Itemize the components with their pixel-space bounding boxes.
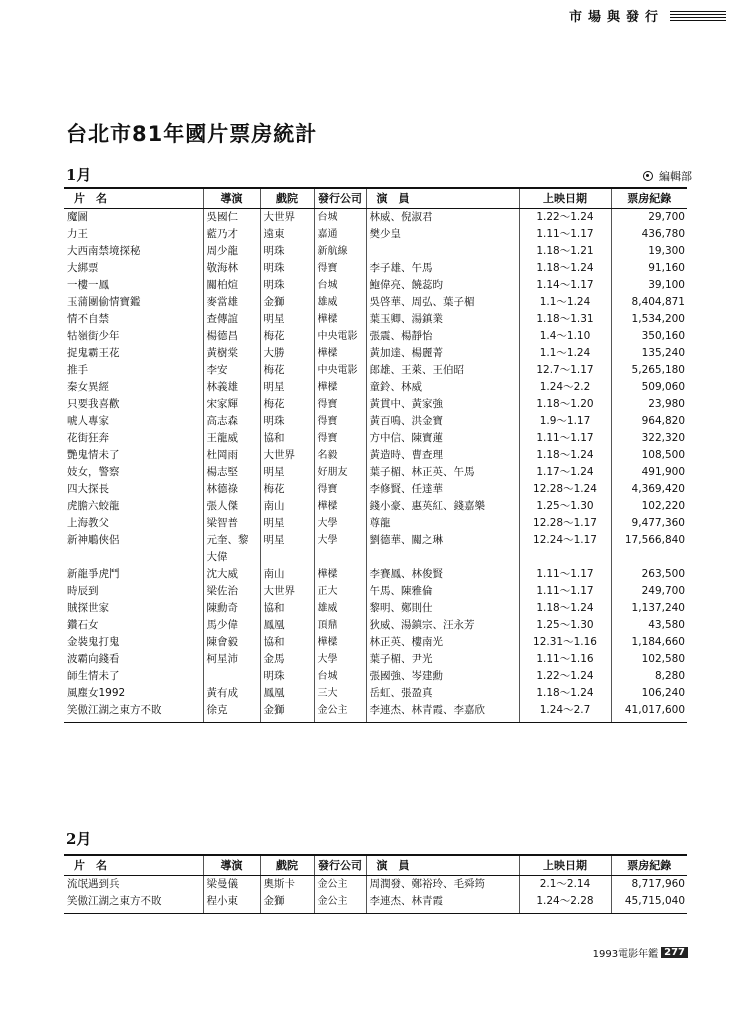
theater-cell: 金獅 xyxy=(260,294,314,311)
header-dates: 上映日期 xyxy=(519,188,611,208)
cast-cell: 葉子楣、尹光 xyxy=(366,651,519,668)
box-office-gross-cell: 350,160 xyxy=(611,328,687,345)
month-label-february: 2月 xyxy=(66,830,92,848)
theater-cell: 奧斯卡 xyxy=(260,875,314,893)
theater-cell: 大世界 xyxy=(260,583,314,600)
release-dates-cell: 12.31～1.16 xyxy=(519,634,611,651)
release-dates-cell: 1.17～1.24 xyxy=(519,464,611,481)
film-title-cell: 花街狂奔 xyxy=(67,431,109,444)
box-office-gross-cell: 29,700 xyxy=(611,208,687,226)
distributor-cell: 金公主 xyxy=(314,893,366,914)
release-dates-cell: 1.22～1.24 xyxy=(519,208,611,226)
director-cell: 查傳誼 xyxy=(203,311,260,328)
box-office-table-february xyxy=(64,854,687,914)
film-title-cell: 波霸向錢看 xyxy=(67,652,120,665)
director-cell: 楊德昌 xyxy=(203,328,260,345)
box-office-gross-cell: 45,715,040 xyxy=(611,893,687,914)
film-title-cell: 鑽石女 xyxy=(67,618,99,631)
box-office-gross-cell: 436,780 xyxy=(611,226,687,243)
release-dates-cell: 12.7～1.17 xyxy=(519,362,611,379)
release-dates-cell: 1.25～1.30 xyxy=(519,617,611,634)
theater-cell: 明珠 xyxy=(260,243,314,260)
box-office-table-january xyxy=(64,187,687,723)
box-office-gross-cell: 8,717,960 xyxy=(611,875,687,893)
table-row xyxy=(64,294,687,311)
theater-cell: 協和 xyxy=(260,634,314,651)
director-cell xyxy=(203,668,260,685)
header-cast: 演 員 xyxy=(366,855,519,875)
table-row xyxy=(64,702,687,723)
box-office-gross-cell: 263,500 xyxy=(611,566,687,583)
editor-credit xyxy=(643,168,692,184)
distributor-cell: 三大 xyxy=(314,685,366,702)
director-cell: 周少龍 xyxy=(203,243,260,260)
table-row xyxy=(64,566,687,583)
box-office-gross-cell: 9,477,360 xyxy=(611,515,687,532)
cast-cell: 午馬、陳雅倫 xyxy=(366,583,519,600)
director-cell: 杜岡雨 xyxy=(203,447,260,464)
theater-cell: 金獅 xyxy=(260,702,314,723)
film-title-cell: 秦女異經 xyxy=(67,380,109,393)
header-distributor: 發行公司 xyxy=(314,188,366,208)
director-cell: 林義雄 xyxy=(203,379,260,396)
theater-cell: 協和 xyxy=(260,600,314,617)
cast-cell: 李賽鳳、林俊賢 xyxy=(366,566,519,583)
distributor-cell: 樺樑 xyxy=(314,311,366,328)
director-cell: 陳勳奇 xyxy=(203,600,260,617)
director-cell: 元奎、黎大偉 xyxy=(203,532,260,566)
cast-cell: 鮑偉亮、饒蕊昀 xyxy=(366,277,519,294)
theater-cell: 明星 xyxy=(260,532,314,566)
table-row xyxy=(64,532,687,566)
film-title-cell: 大西南禁境探秘 xyxy=(67,244,141,257)
running-head-rule xyxy=(670,11,726,21)
distributor-cell: 樺樑 xyxy=(314,566,366,583)
director-cell: 梁佐治 xyxy=(203,583,260,600)
theater-cell: 金獅 xyxy=(260,893,314,914)
theater-cell: 遠東 xyxy=(260,226,314,243)
cast-cell: 林威、倪淑君 xyxy=(366,208,519,226)
film-title-cell: 一樓一鳳 xyxy=(67,278,109,291)
distributor-cell: 嘉通 xyxy=(314,226,366,243)
box-office-gross-cell: 4,369,420 xyxy=(611,481,687,498)
cast-cell: 劉德華、關之琳 xyxy=(366,532,519,566)
distributor-cell: 金公主 xyxy=(314,702,366,723)
header-title: 片 名 xyxy=(64,188,203,208)
film-title-cell: 師生情未了 xyxy=(67,669,120,682)
table-header-row xyxy=(64,188,687,208)
theater-cell: 梅花 xyxy=(260,396,314,413)
theater-cell: 大勝 xyxy=(260,345,314,362)
distributor-cell: 樺樑 xyxy=(314,379,366,396)
table-row xyxy=(64,600,687,617)
director-cell: 麥當雄 xyxy=(203,294,260,311)
release-dates-cell: 1.4～1.10 xyxy=(519,328,611,345)
film-title-cell: 虎膽六蛟龍 xyxy=(67,499,120,512)
table-row xyxy=(64,379,687,396)
film-title-cell: 上海教父 xyxy=(67,516,109,529)
box-office-gross-cell: 5,265,180 xyxy=(611,362,687,379)
release-dates-cell: 1.11～1.17 xyxy=(519,430,611,447)
cast-cell: 童鈴、林威 xyxy=(366,379,519,396)
box-office-gross-cell: 106,240 xyxy=(611,685,687,702)
director-cell: 關柏煊 xyxy=(203,277,260,294)
footer-book-title: 1993電影年鑑 xyxy=(592,949,659,960)
box-office-gross-cell: 1,534,200 xyxy=(611,311,687,328)
header-gross: 票房紀錄 xyxy=(611,855,687,875)
page-footer xyxy=(593,945,688,960)
release-dates-cell: 1.1～1.24 xyxy=(519,345,611,362)
cast-cell: 郎雄、王萊、王伯昭 xyxy=(366,362,519,379)
box-office-gross-cell: 41,017,600 xyxy=(611,702,687,723)
director-cell: 陳會毅 xyxy=(203,634,260,651)
release-dates-cell: 2.1～2.14 xyxy=(519,875,611,893)
table-row xyxy=(64,583,687,600)
theater-cell: 明星 xyxy=(260,311,314,328)
distributor-cell: 名毅 xyxy=(314,447,366,464)
film-title-cell: 牯嶺街少年 xyxy=(67,329,120,342)
cast-cell: 岳虹、張盈真 xyxy=(366,685,519,702)
director-cell: 程小東 xyxy=(203,893,260,914)
director-cell: 藍乃才 xyxy=(203,226,260,243)
table-row xyxy=(64,311,687,328)
table-row xyxy=(64,413,687,430)
director-cell: 徐克 xyxy=(203,702,260,723)
box-office-gross-cell: 1,184,660 xyxy=(611,634,687,651)
release-dates-cell: 1.11～1.16 xyxy=(519,651,611,668)
cast-cell: 方中信、陳寶蓮 xyxy=(366,430,519,447)
distributor-cell: 樺樑 xyxy=(314,634,366,651)
header-title: 片 名 xyxy=(64,855,203,875)
distributor-cell: 頂鼎 xyxy=(314,617,366,634)
director-cell: 王龍威 xyxy=(203,430,260,447)
theater-cell: 金馬 xyxy=(260,651,314,668)
film-title-cell: 情不自禁 xyxy=(67,312,109,325)
release-dates-cell: 1.24～2.7 xyxy=(519,702,611,723)
release-dates-cell: 1.18～1.24 xyxy=(519,447,611,464)
table-row xyxy=(64,634,687,651)
cast-cell: 錢小豪、惠英紅、錢嘉樂 xyxy=(366,498,519,515)
release-dates-cell: 1.18～1.24 xyxy=(519,685,611,702)
distributor-cell: 中央電影 xyxy=(314,362,366,379)
box-office-gross-cell: 23,980 xyxy=(611,396,687,413)
cast-cell: 黃加達、楊麗菁 xyxy=(366,345,519,362)
theater-cell: 南山 xyxy=(260,566,314,583)
cast-cell: 黎明、鄭則仕 xyxy=(366,600,519,617)
cast-cell: 葉子楣、林正英、午馬 xyxy=(366,464,519,481)
box-office-gross-cell: 1,137,240 xyxy=(611,600,687,617)
release-dates-cell: 1.22～1.24 xyxy=(519,668,611,685)
release-dates-cell: 1.18～1.20 xyxy=(519,396,611,413)
table-row xyxy=(64,893,687,914)
film-title-cell: 大綁票 xyxy=(67,261,99,274)
distributor-cell: 得寶 xyxy=(314,260,366,277)
box-office-gross-cell: 964,820 xyxy=(611,413,687,430)
table-row xyxy=(64,875,687,893)
distributor-cell: 金公主 xyxy=(314,875,366,893)
film-title-cell: 只要我喜歡 xyxy=(67,397,120,410)
film-title-cell: 笑傲江湖之東方不敗 xyxy=(64,702,203,723)
distributor-cell: 樺樑 xyxy=(314,345,366,362)
page-title: 台北市81年國片票房統計 xyxy=(66,122,318,146)
month-label-january: 1月 xyxy=(66,166,92,184)
theater-cell: 梅花 xyxy=(260,328,314,345)
cast-cell: 樊少皇 xyxy=(366,226,519,243)
director-cell: 黃有成 xyxy=(203,685,260,702)
table-row xyxy=(64,277,687,294)
table-row xyxy=(64,362,687,379)
distributor-cell: 正大 xyxy=(314,583,366,600)
theater-cell: 協和 xyxy=(260,430,314,447)
header-director: 導演 xyxy=(203,855,260,875)
director-cell: 吳國仁 xyxy=(203,208,260,226)
theater-cell: 鳳凰 xyxy=(260,685,314,702)
box-office-gross-cell: 19,300 xyxy=(611,243,687,260)
release-dates-cell: 1.9～1.17 xyxy=(519,413,611,430)
distributor-cell: 得寶 xyxy=(314,430,366,447)
table-row xyxy=(64,515,687,532)
film-title-cell: 艷鬼情未了 xyxy=(67,448,120,461)
cast-cell: 李連杰、林青霞 xyxy=(366,893,519,914)
film-title-cell: 四大探長 xyxy=(67,482,109,495)
distributor-cell: 台城 xyxy=(314,208,366,226)
table-row xyxy=(64,396,687,413)
theater-cell: 南山 xyxy=(260,498,314,515)
distributor-cell: 大學 xyxy=(314,651,366,668)
cast-cell: 林正英、樓南光 xyxy=(366,634,519,651)
table-row xyxy=(64,430,687,447)
film-title-cell: 唬人專家 xyxy=(67,414,109,427)
box-office-gross-cell: 108,500 xyxy=(611,447,687,464)
release-dates-cell: 12.28～1.24 xyxy=(519,481,611,498)
film-title-cell: 賊探世家 xyxy=(67,601,109,614)
box-office-gross-cell: 43,580 xyxy=(611,617,687,634)
film-title-cell: 流氓遇到兵 xyxy=(67,877,120,890)
release-dates-cell: 1.11～1.17 xyxy=(519,566,611,583)
table-row xyxy=(64,464,687,481)
film-title-cell: 捉鬼霸王花 xyxy=(67,346,120,359)
box-office-gross-cell: 249,700 xyxy=(611,583,687,600)
film-title-cell: 風塵女1992 xyxy=(67,686,126,699)
bullseye-icon xyxy=(643,171,653,181)
theater-cell: 明星 xyxy=(260,515,314,532)
distributor-cell: 得寶 xyxy=(314,413,366,430)
box-office-gross-cell: 322,320 xyxy=(611,430,687,447)
director-cell: 宋家輝 xyxy=(203,396,260,413)
release-dates-cell: 1.25～1.30 xyxy=(519,498,611,515)
box-office-gross-cell: 102,580 xyxy=(611,651,687,668)
director-cell: 馬少偉 xyxy=(203,617,260,634)
director-cell: 張人傑 xyxy=(203,498,260,515)
header-theater: 戲院 xyxy=(260,855,314,875)
distributor-cell: 台城 xyxy=(314,277,366,294)
table-row xyxy=(64,345,687,362)
director-cell: 敬海林 xyxy=(203,260,260,277)
distributor-cell: 雄威 xyxy=(314,600,366,617)
box-office-gross-cell: 102,220 xyxy=(611,498,687,515)
film-title-cell: 魔圖 xyxy=(67,210,88,223)
distributor-cell: 台城 xyxy=(314,668,366,685)
release-dates-cell: 1.11～1.17 xyxy=(519,583,611,600)
film-title-cell: 時辰到 xyxy=(67,584,99,597)
release-dates-cell: 1.1～1.24 xyxy=(519,294,611,311)
cast-cell xyxy=(366,243,519,260)
director-cell: 楊志堅 xyxy=(203,464,260,481)
release-dates-cell: 1.24～2.2 xyxy=(519,379,611,396)
distributor-cell: 新航線 xyxy=(314,243,366,260)
release-dates-cell: 1.14～1.17 xyxy=(519,277,611,294)
theater-cell: 梅花 xyxy=(260,362,314,379)
release-dates-cell: 1.11～1.17 xyxy=(519,226,611,243)
theater-cell: 大世界 xyxy=(260,447,314,464)
header-gross: 票房紀錄 xyxy=(611,188,687,208)
distributor-cell: 好朋友 xyxy=(314,464,366,481)
director-cell: 柯星沛 xyxy=(203,651,260,668)
cast-cell: 張國強、岑建勳 xyxy=(366,668,519,685)
distributor-cell: 得寶 xyxy=(314,396,366,413)
cast-cell: 黃貫中、黃家強 xyxy=(366,396,519,413)
cast-cell: 李連杰、林青霞、李嘉欣 xyxy=(366,702,519,723)
director-cell: 梁曼儀 xyxy=(203,875,260,893)
box-office-gross-cell: 39,100 xyxy=(611,277,687,294)
table-row xyxy=(64,668,687,685)
box-office-gross-cell: 491,900 xyxy=(611,464,687,481)
distributor-cell: 中央電影 xyxy=(314,328,366,345)
cast-cell: 周潤發、鄭裕玲、毛舜筠 xyxy=(366,875,519,893)
theater-cell: 大世界 xyxy=(260,208,314,226)
distributor-cell: 大學 xyxy=(314,532,366,566)
box-office-gross-cell: 135,240 xyxy=(611,345,687,362)
film-title-cell: 玉蒲團偷情寶鑑 xyxy=(67,295,141,308)
box-office-gross-cell: 8,280 xyxy=(611,668,687,685)
running-head-text: 市場與發行 xyxy=(568,10,664,25)
release-dates-cell: 1.18～1.24 xyxy=(519,600,611,617)
table-row xyxy=(64,260,687,277)
film-title-cell: 笑傲江湖之東方不敗 xyxy=(64,893,203,914)
table-row xyxy=(64,226,687,243)
film-title-cell: 新神鵰俠侶 xyxy=(67,533,120,546)
distributor-cell: 樺樑 xyxy=(314,498,366,515)
table-row xyxy=(64,685,687,702)
release-dates-cell: 12.24～1.17 xyxy=(519,532,611,566)
release-dates-cell: 1.18～1.24 xyxy=(519,260,611,277)
table-row xyxy=(64,498,687,515)
director-cell: 梁智普 xyxy=(203,515,260,532)
table-row xyxy=(64,651,687,668)
release-dates-cell: 12.28～1.17 xyxy=(519,515,611,532)
theater-cell: 明星 xyxy=(260,464,314,481)
box-office-gross-cell: 509,060 xyxy=(611,379,687,396)
table-header-row xyxy=(64,855,687,875)
cast-cell: 吳啓華、周弘、葉子楣 xyxy=(366,294,519,311)
table-row xyxy=(64,617,687,634)
director-cell: 黃樹棠 xyxy=(203,345,260,362)
table-row xyxy=(64,447,687,464)
table-row xyxy=(64,243,687,260)
release-dates-cell: 1.18～1.31 xyxy=(519,311,611,328)
header-dates: 上映日期 xyxy=(519,855,611,875)
header-theater: 戲院 xyxy=(260,188,314,208)
theater-cell: 明珠 xyxy=(260,277,314,294)
running-head xyxy=(569,6,726,25)
director-cell: 林德祿 xyxy=(203,481,260,498)
table-row xyxy=(64,208,687,226)
theater-cell: 明珠 xyxy=(260,413,314,430)
box-office-gross-cell: 8,404,871 xyxy=(611,294,687,311)
film-title-cell: 力王 xyxy=(67,227,88,240)
cast-cell: 李子雄、午馬 xyxy=(366,260,519,277)
editor-name: 編輯部 xyxy=(659,170,692,183)
distributor-cell: 雄威 xyxy=(314,294,366,311)
film-title-cell: 推手 xyxy=(67,363,88,376)
cast-cell: 李修賢、任達華 xyxy=(366,481,519,498)
cast-cell: 葉玉卿、湯鎮業 xyxy=(366,311,519,328)
release-dates-cell: 1.18～1.21 xyxy=(519,243,611,260)
film-title-cell: 金裝鬼打鬼 xyxy=(67,635,120,648)
distributor-cell: 得寶 xyxy=(314,481,366,498)
theater-cell: 明珠 xyxy=(260,260,314,277)
header-director: 導演 xyxy=(203,188,260,208)
header-distributor: 發行公司 xyxy=(314,855,366,875)
distributor-cell: 大學 xyxy=(314,515,366,532)
cast-cell: 黃造時、曹查理 xyxy=(366,447,519,464)
theater-cell: 鳳凰 xyxy=(260,617,314,634)
table-row xyxy=(64,328,687,345)
cast-cell: 狄威、湯鎮宗、汪永芳 xyxy=(366,617,519,634)
film-title-cell: 妓女，警察 xyxy=(67,465,120,478)
theater-cell: 明珠 xyxy=(260,668,314,685)
film-title-cell: 新龍爭虎鬥 xyxy=(67,567,120,580)
header-cast: 演 員 xyxy=(366,188,519,208)
cast-cell: 張震、楊靜怡 xyxy=(366,328,519,345)
page-number: 277 xyxy=(661,947,688,958)
box-office-gross-cell: 91,160 xyxy=(611,260,687,277)
director-cell: 高志森 xyxy=(203,413,260,430)
theater-cell: 明星 xyxy=(260,379,314,396)
table-row xyxy=(64,481,687,498)
director-cell: 李安 xyxy=(203,362,260,379)
cast-cell: 尊龍 xyxy=(366,515,519,532)
cast-cell: 黃百鳴、洪金寶 xyxy=(366,413,519,430)
release-dates-cell: 1.24～2.28 xyxy=(519,893,611,914)
director-cell: 沈大威 xyxy=(203,566,260,583)
theater-cell: 梅花 xyxy=(260,481,314,498)
box-office-gross-cell: 17,566,840 xyxy=(611,532,687,566)
